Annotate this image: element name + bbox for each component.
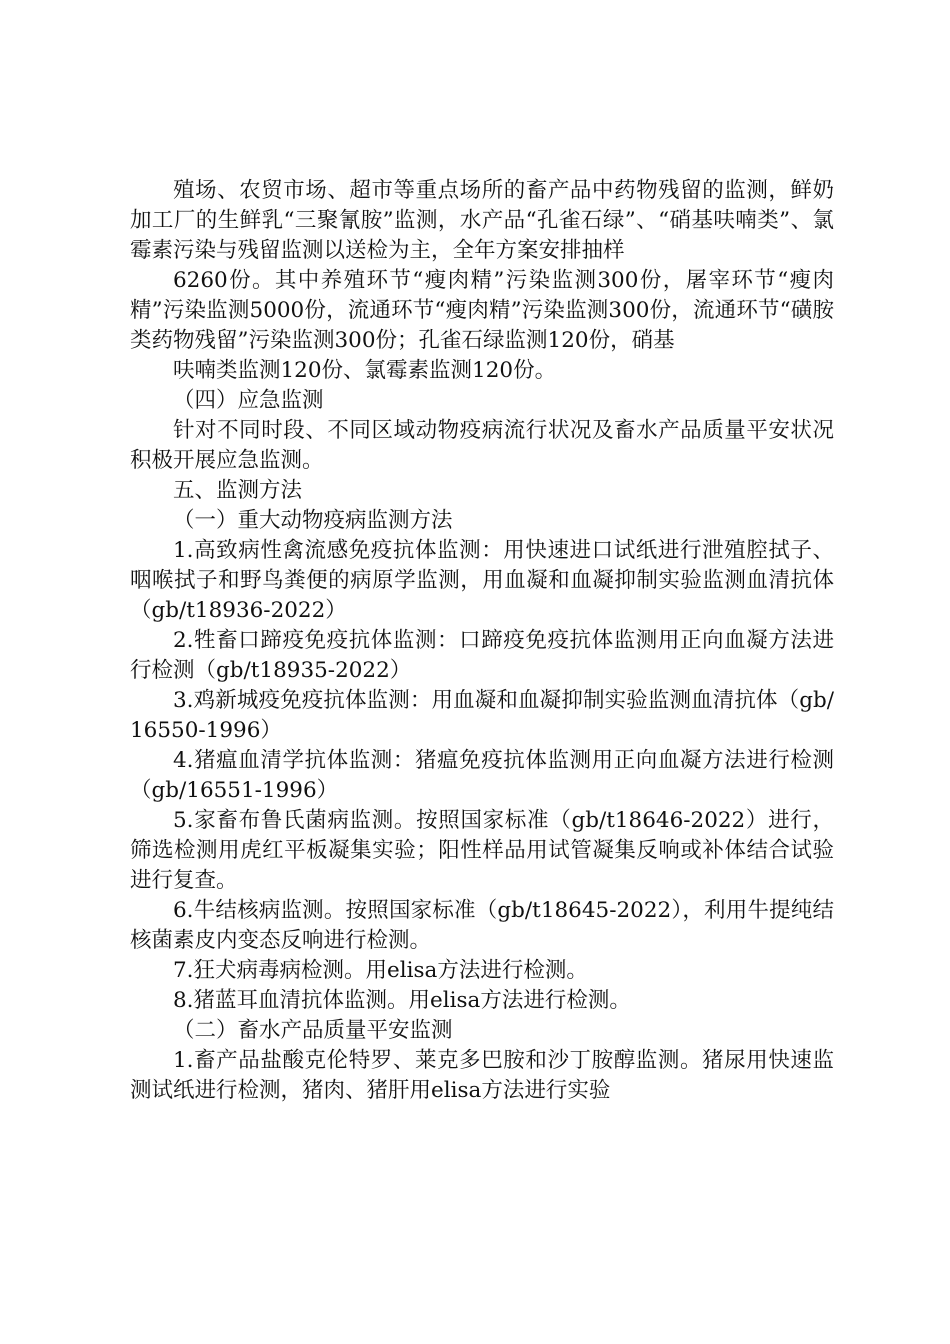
paragraph-sample-counts-cont: 呋喃类监测120份、氯霉素监测120份。 [173, 358, 557, 383]
heading-emergency-monitoring: （四）应急监测 [173, 388, 324, 413]
heading-monitoring-methods: 五、监测方法 [173, 478, 303, 503]
paragraph-item-4: 4.猪瘟血清学抗体监测：猪瘟免疫抗体监测用正向血凝方法进行检测（gb/16551-1996） [130, 748, 834, 803]
paragraph-item-7: 7.狂犬病毒病检测。用elisa方法进行检测。 [173, 958, 588, 983]
paragraph-emergency-monitoring: 针对不同时段、不同区域动物疫病流行状况及畜水产品质量平安状况积极开展应急监测。 [130, 418, 834, 473]
paragraph-sample-counts: 6260份。其中养殖环节“瘦肉精”污染监测300份，屠宰环节“瘦肉精”污染监测5000份，流通环节“瘦肉精”污染监测300份，流通环节“磺胺类药物残留”污染监测300份；孔雀石绿监测120份，硝基 [130, 268, 834, 353]
heading-disease-methods: （一）重大动物疫病监测方法 [173, 508, 453, 533]
paragraph-item-6: 6.牛结核病监测。按照国家标准（gb/t18645-2022），利用牛提纯结核菌素皮内变态反响进行检测。 [130, 898, 834, 953]
paragraph-quality-item-1: 1.畜产品盐酸克伦特罗、莱克多巴胺和沙丁胺醇监测。猪尿用快速监测试纸进行检测，猪肉、猪肝用elisa方法进行实验 [130, 1048, 834, 1103]
heading-quality-safety: （二）畜水产品质量平安监测 [173, 1018, 453, 1043]
paragraph-item-1: 1.高致病性禽流感免疫抗体监测：用快速进口试纸进行泄殖腔拭子、咽喉拭子和野鸟粪便的病原学监测，用血凝和血凝抑制实验监测血清抗体（gb/t18936-2022） [130, 538, 834, 623]
paragraph-item-5: 5.家畜布鲁氏菌病监测。按照国家标准（gb/t18646-2022）进行，筛选检测用虎红平板凝集实验；阳性样品用试管凝集反响或补体结合试验进行复查。 [130, 808, 834, 893]
paragraph-livestock-residue: 殖场、农贸市场、超市等重点场所的畜产品中药物残留的监测，鲜奶加工厂的生鲜乳“三聚氰胺”监测，水产品“孔雀石绿”、“硝基呋喃类”、氯霉素污染与残留监测以送检为主，全年方案安排抽样 [130, 178, 834, 263]
paragraph-item-3: 3.鸡新城疫免疫抗体监测：用血凝和血凝抑制实验监测血清抗体（gb/16550-1996） [130, 688, 834, 743]
paragraph-item-2: 2.牲畜口蹄疫免疫抗体监测：口蹄疫免疫抗体监测用正向血凝方法进行检测（gb/t18935-2022） [130, 628, 834, 683]
document-page [130, 176, 834, 1106]
paragraph-item-8: 8.猪蓝耳血清抗体监测。用elisa方法进行检测。 [173, 988, 631, 1013]
